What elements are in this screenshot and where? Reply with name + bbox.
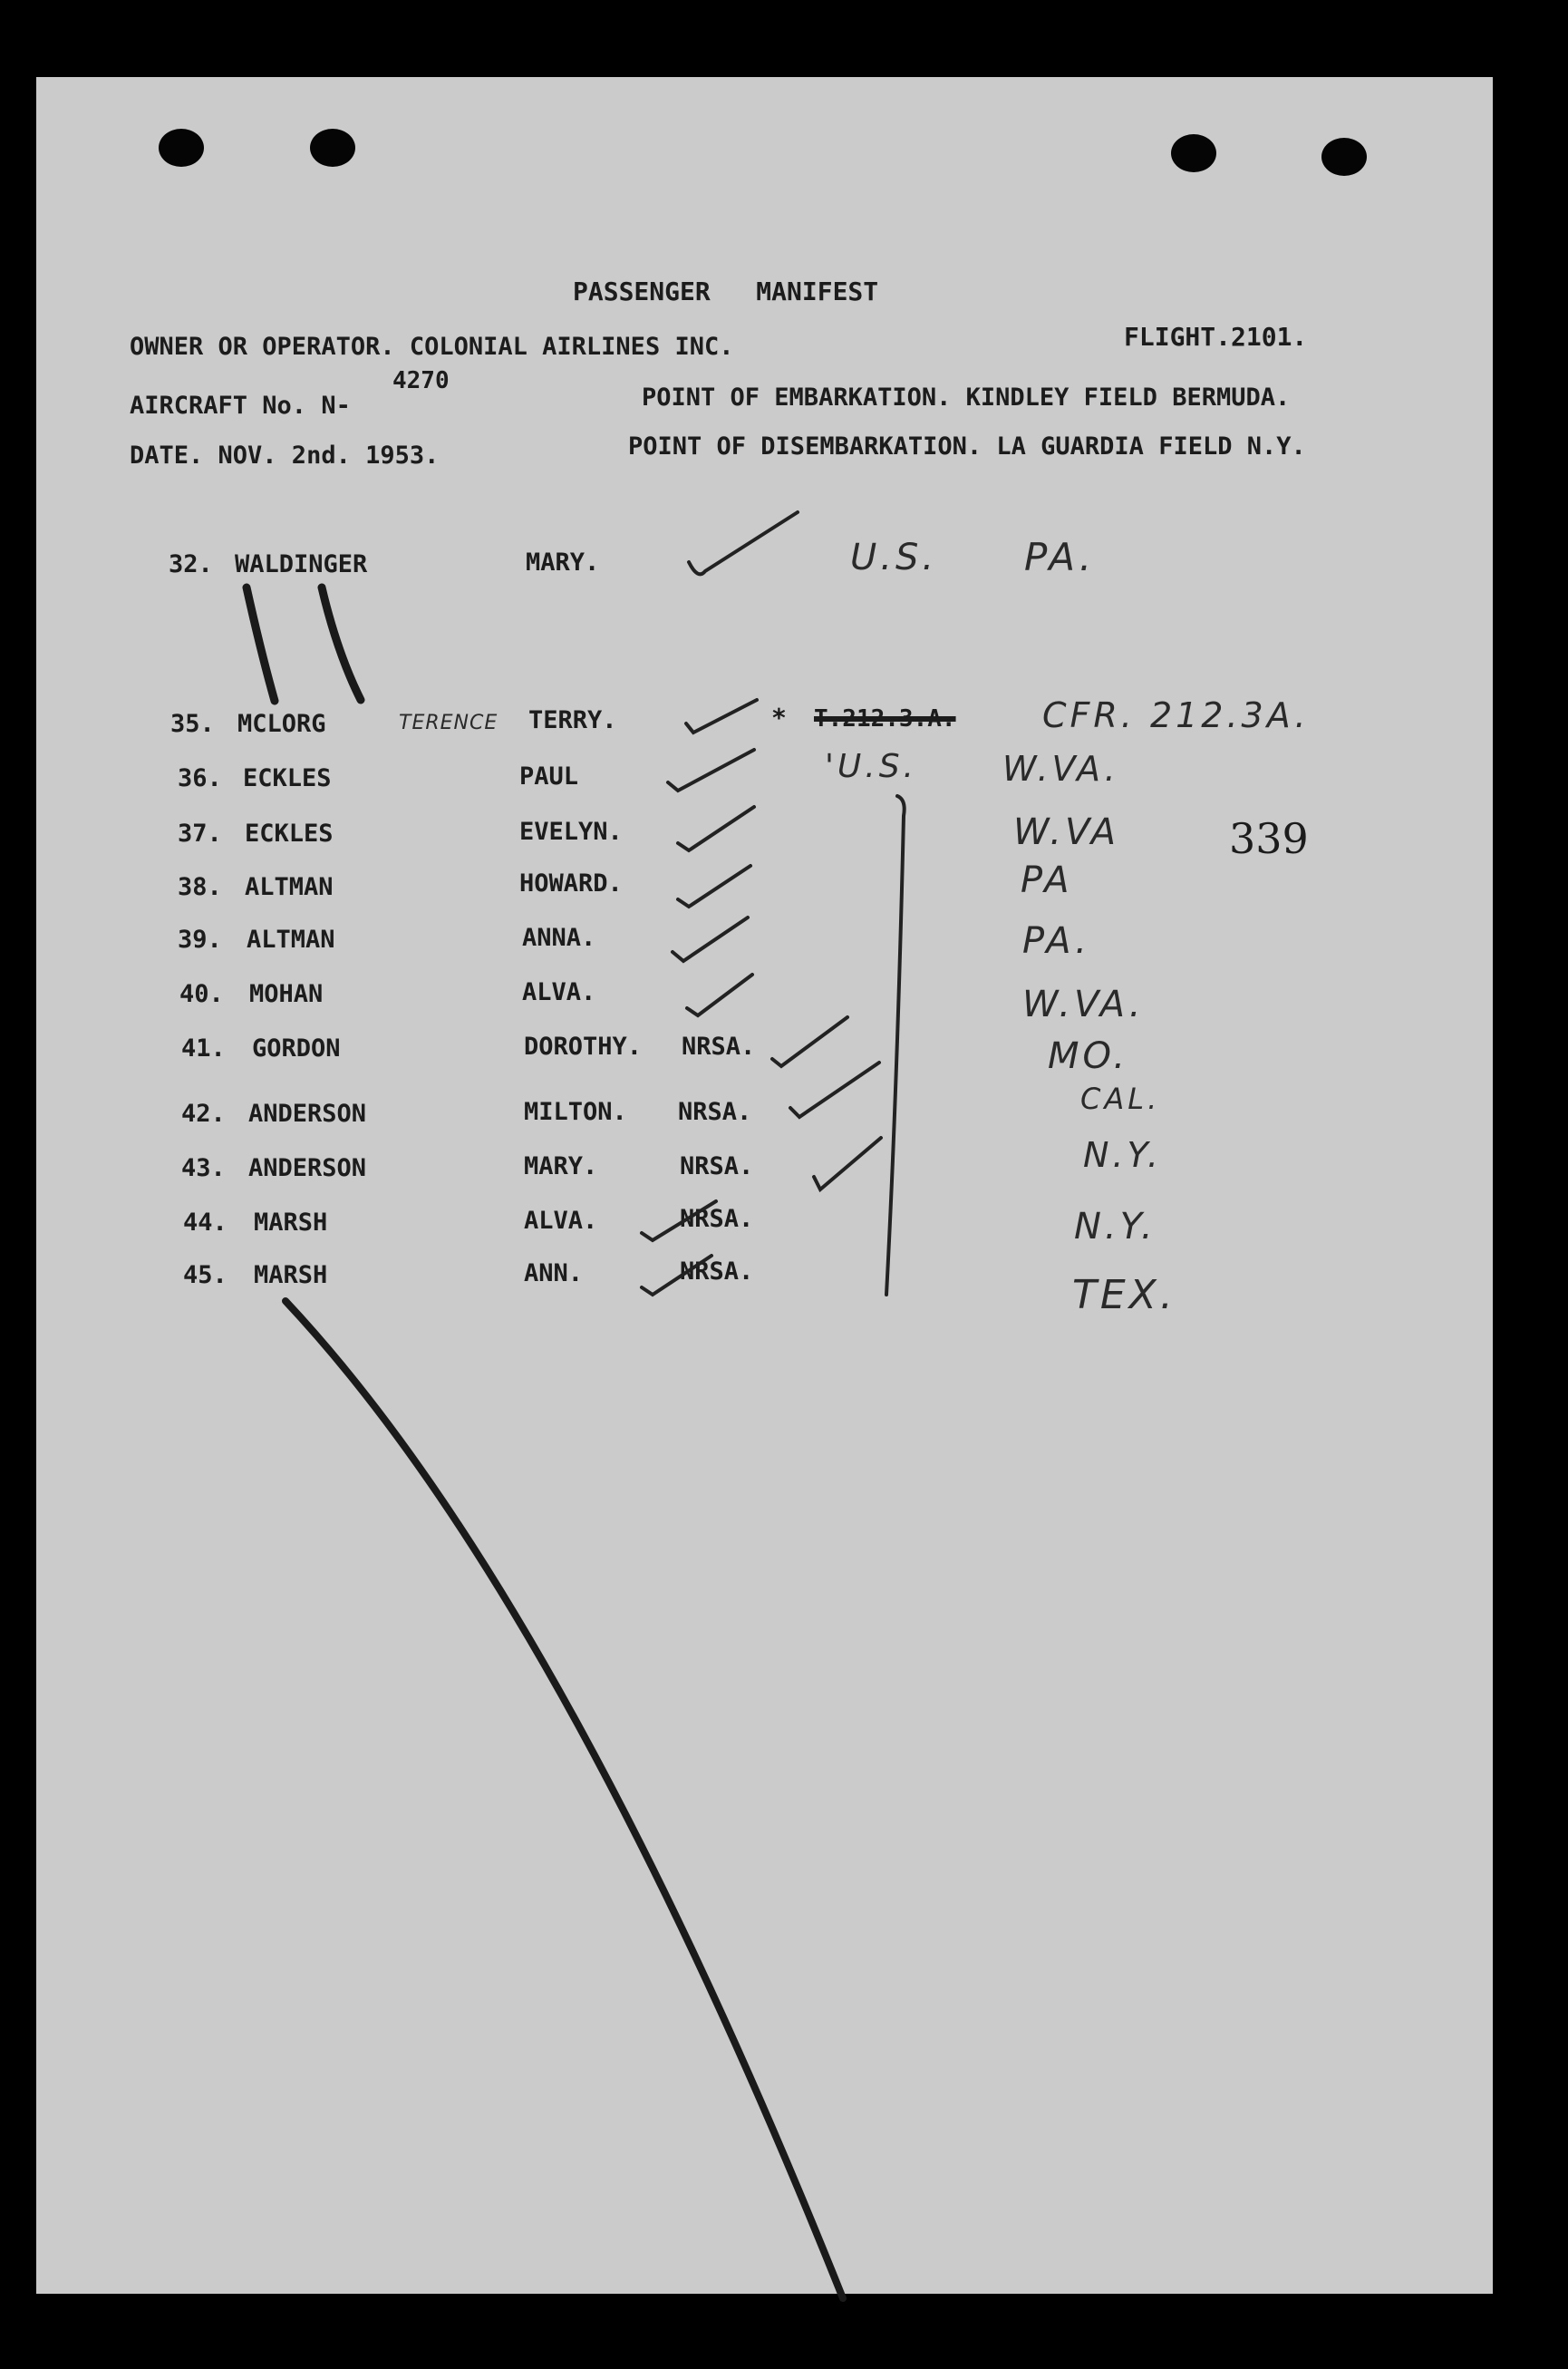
passenger-number: 44. xyxy=(183,1209,227,1237)
passenger-last-name: GORDON xyxy=(252,1034,341,1063)
passenger-state: TEX. xyxy=(1072,1272,1176,1318)
check-mark xyxy=(673,918,748,961)
point-of-embarkation: POINT OF EMBARKATION. KINDLEY FIELD BERMUDA. xyxy=(642,384,1291,412)
passenger-state: PA xyxy=(1021,859,1073,901)
check-mark xyxy=(686,700,757,733)
passenger-first-name: EVELYN. xyxy=(519,818,623,846)
passenger-first-name: DOROTHY. xyxy=(524,1033,643,1061)
passenger-status: NRSA. xyxy=(678,1098,752,1126)
check-mark xyxy=(687,975,752,1015)
passenger-state: MO. xyxy=(1048,1035,1129,1077)
check-mark xyxy=(668,750,754,791)
passenger-last-name: MCLORG xyxy=(237,710,326,738)
passenger-status: NRSA. xyxy=(680,1152,754,1180)
aircraft-number: 4270 xyxy=(392,367,450,394)
passenger-last-name: ALTMAN xyxy=(245,873,334,901)
passenger-number: 36. xyxy=(178,764,222,792)
check-mark xyxy=(678,807,754,850)
passenger-last-name: ECKLES xyxy=(243,764,332,792)
check-mark xyxy=(678,866,750,907)
passenger-first-name: MARY. xyxy=(526,549,600,577)
passenger-number: 32. xyxy=(169,550,213,578)
passenger-last-name: MARSH xyxy=(254,1261,328,1289)
passenger-status: NRSA. xyxy=(682,1033,756,1061)
passenger-last-name: ANDERSON xyxy=(248,1100,367,1128)
bracket-line xyxy=(886,796,905,1295)
passenger-number: 37. xyxy=(178,820,222,848)
passenger-state: W.VA. xyxy=(1002,749,1119,789)
page-number: 339 xyxy=(1229,814,1309,863)
star-mark: * xyxy=(771,703,787,733)
ditto-mark xyxy=(322,587,361,700)
manifest-title: PASSENGER MANIFEST xyxy=(573,277,879,306)
passenger-first-name: ALVA. xyxy=(522,978,596,1006)
owner-operator: OWNER OR OPERATOR. COLONIAL AIRLINES INC. xyxy=(130,333,734,361)
passenger-state: W.VA xyxy=(1013,811,1120,853)
check-mark xyxy=(814,1138,881,1189)
check-mark xyxy=(790,1063,879,1117)
passenger-state: PA. xyxy=(1022,920,1090,962)
passenger-state: N.Y. xyxy=(1083,1135,1162,1175)
check-mark xyxy=(642,1256,711,1295)
point-of-disembarkation: POINT OF DISEMBARKATION. LA GUARDIA FIELD N.Y. xyxy=(628,432,1306,461)
passenger-last-name: ECKLES xyxy=(245,820,334,848)
passenger-number: 45. xyxy=(183,1261,227,1289)
struck-out-text: T.212.3.A. xyxy=(814,705,956,733)
passenger-first-name: ANN. xyxy=(524,1259,584,1287)
passenger-state: N.Y. xyxy=(1074,1206,1157,1248)
passenger-last-name: ANDERSON xyxy=(248,1154,367,1182)
check-mark xyxy=(772,1017,847,1066)
terence-annotation: TERENCE xyxy=(399,712,498,734)
aircraft-label: AIRCRAFT No. N- xyxy=(130,392,351,420)
passenger-status: NRSA. xyxy=(680,1257,754,1286)
passenger-number: 42. xyxy=(181,1100,226,1128)
passenger-state: PA. xyxy=(1024,535,1096,579)
passenger-first-name: TERRY. xyxy=(528,706,617,734)
flight-number: FLIGHT.2101. xyxy=(1124,322,1308,352)
passenger-number: 39. xyxy=(178,926,222,954)
passenger-state: W.VA. xyxy=(1022,984,1145,1025)
passenger-citizenship: 'U.S. xyxy=(825,748,917,785)
passenger-status: NRSA. xyxy=(680,1205,754,1233)
passenger-number: 35. xyxy=(170,710,215,738)
passenger-first-name: ALVA. xyxy=(524,1207,598,1235)
passenger-first-name: MILTON. xyxy=(524,1098,627,1126)
ditto-mark xyxy=(247,587,275,701)
diagonal-line xyxy=(286,1301,843,2298)
passenger-last-name: MOHAN xyxy=(249,980,324,1008)
passenger-first-name: PAUL xyxy=(519,762,579,791)
passenger-last-name: WALDINGER xyxy=(235,550,368,578)
passenger-state: CAL. xyxy=(1080,1082,1161,1116)
passenger-number: 38. xyxy=(178,873,222,901)
manifest-date: DATE. NOV. 2nd. 1953. xyxy=(130,442,440,470)
passenger-number: 41. xyxy=(181,1034,226,1063)
check-mark xyxy=(689,512,798,574)
passenger-first-name: MARY. xyxy=(524,1152,598,1180)
passenger-number: 43. xyxy=(181,1154,226,1182)
check-mark xyxy=(642,1201,716,1240)
cfr-annotation: CFR. 212.3A. xyxy=(1042,695,1310,735)
passenger-number: 40. xyxy=(179,980,224,1008)
passenger-first-name: HOWARD. xyxy=(519,869,623,898)
passenger-last-name: ALTMAN xyxy=(247,926,335,954)
passenger-citizenship: U.S. xyxy=(850,537,938,578)
passenger-last-name: MARSH xyxy=(254,1209,328,1237)
passenger-first-name: ANNA. xyxy=(522,924,596,952)
